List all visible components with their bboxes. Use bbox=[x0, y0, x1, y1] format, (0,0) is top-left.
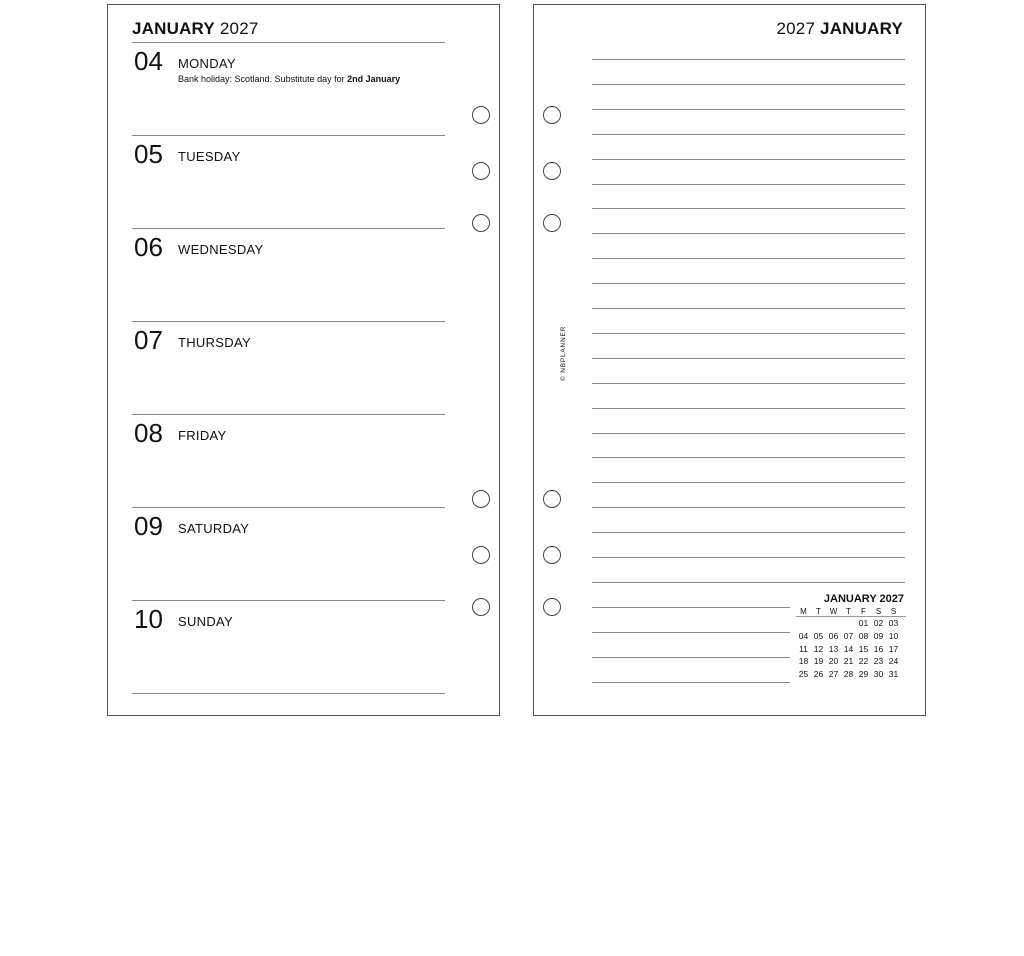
day-name: MONDAY bbox=[178, 56, 236, 71]
note-line[interactable] bbox=[592, 109, 905, 110]
weekday-label: T bbox=[816, 607, 821, 616]
day-block[interactable] bbox=[132, 602, 445, 694]
note-line[interactable] bbox=[592, 134, 905, 135]
calendar-date bbox=[826, 617, 841, 630]
note-line[interactable] bbox=[592, 457, 905, 458]
header-year: 2027 bbox=[219, 19, 259, 38]
calendar-date bbox=[841, 617, 856, 630]
day-number: 04 bbox=[134, 46, 163, 76]
day-note-text: Bank holiday: Scotland. Substitute day for bbox=[178, 74, 348, 84]
calendar-date: 22 bbox=[858, 656, 869, 667]
right-page-header bbox=[776, 19, 903, 39]
binder-hole bbox=[543, 490, 561, 508]
copyright-text: © NBPLANNER bbox=[560, 325, 567, 381]
weekday-label: S bbox=[875, 607, 882, 616]
note-line[interactable] bbox=[592, 283, 905, 284]
header-year: 2027 bbox=[776, 19, 816, 38]
binder-hole bbox=[543, 598, 561, 616]
calendar-date: 18 bbox=[798, 656, 809, 667]
mini-calendar-title: JANUARY 2027 bbox=[823, 593, 904, 605]
note-line[interactable] bbox=[592, 308, 905, 309]
mini-calendar-weekdays bbox=[796, 607, 906, 617]
note-line[interactable] bbox=[592, 333, 905, 334]
day-name: SUNDAY bbox=[178, 614, 234, 629]
day-divider bbox=[132, 321, 445, 322]
day-number: 07 bbox=[134, 325, 163, 355]
calendar-date: 05 bbox=[813, 630, 824, 641]
calendar-date: 17 bbox=[888, 643, 899, 654]
day-block[interactable] bbox=[132, 230, 445, 322]
calendar-date: 15 bbox=[858, 643, 869, 654]
calendar-date bbox=[811, 617, 826, 630]
day-block[interactable] bbox=[132, 44, 445, 136]
day-number: 08 bbox=[134, 418, 163, 448]
calendar-date: 07 bbox=[843, 630, 854, 641]
day-divider bbox=[132, 693, 445, 694]
calendar-date: 24 bbox=[888, 656, 899, 667]
calendar-date: 30 bbox=[873, 669, 884, 680]
day-note-highlight: 2nd January bbox=[347, 74, 401, 84]
header-rule bbox=[132, 42, 445, 43]
note-line[interactable] bbox=[592, 507, 905, 508]
binder-hole bbox=[472, 598, 490, 616]
calendar-date: 09 bbox=[873, 630, 884, 641]
calendar-date: 20 bbox=[828, 656, 839, 667]
day-block[interactable] bbox=[132, 323, 445, 415]
day-name: FRIDAY bbox=[178, 428, 227, 443]
day-number: 10 bbox=[134, 604, 163, 634]
calendar-date: 16 bbox=[873, 643, 884, 654]
day-divider bbox=[132, 507, 445, 508]
note-line[interactable] bbox=[592, 233, 905, 234]
calendar-date: 04 bbox=[798, 630, 809, 641]
note-line[interactable] bbox=[592, 582, 905, 583]
calendar-date: 11 bbox=[799, 643, 808, 654]
note-line[interactable] bbox=[592, 632, 790, 633]
header-month: JANUARY bbox=[132, 19, 215, 38]
weekday-label: S bbox=[890, 607, 897, 616]
binder-hole bbox=[472, 490, 490, 508]
calendar-date: 10 bbox=[888, 630, 899, 641]
binder-hole bbox=[543, 546, 561, 564]
note-line[interactable] bbox=[592, 482, 905, 483]
note-line[interactable] bbox=[592, 358, 905, 359]
day-block[interactable] bbox=[132, 416, 445, 508]
binder-hole bbox=[543, 106, 561, 124]
calendar-date: 08 bbox=[858, 630, 869, 641]
note-line[interactable] bbox=[592, 59, 905, 60]
calendar-date: 23 bbox=[873, 656, 884, 667]
note-line[interactable] bbox=[592, 208, 905, 209]
calendar-date: 01 bbox=[858, 618, 869, 628]
binder-hole bbox=[472, 106, 490, 124]
day-number: 09 bbox=[134, 511, 163, 541]
note-line[interactable] bbox=[592, 383, 905, 384]
note-line[interactable] bbox=[592, 159, 905, 160]
weekday-label: W bbox=[829, 607, 838, 616]
calendar-date: 13 bbox=[828, 643, 839, 654]
calendar-date: 03 bbox=[888, 618, 899, 628]
note-line[interactable] bbox=[592, 557, 905, 558]
day-divider bbox=[132, 135, 445, 136]
note-line[interactable] bbox=[592, 607, 790, 608]
calendar-date: 28 bbox=[843, 669, 854, 680]
left-diary-page bbox=[107, 4, 500, 716]
day-number: 06 bbox=[134, 232, 163, 262]
calendar-date: 12 bbox=[813, 643, 824, 654]
note-line[interactable] bbox=[592, 84, 905, 85]
note-line[interactable] bbox=[592, 657, 790, 658]
binder-hole bbox=[472, 162, 490, 180]
binder-hole bbox=[472, 546, 490, 564]
calendar-date: 02 bbox=[873, 618, 884, 628]
note-line[interactable] bbox=[592, 184, 905, 185]
calendar-date: 29 bbox=[858, 669, 869, 680]
calendar-date: 19 bbox=[813, 656, 824, 667]
calendar-date: 06 bbox=[828, 630, 839, 641]
calendar-date: 25 bbox=[798, 669, 809, 680]
header-month: JANUARY bbox=[820, 19, 903, 38]
day-divider bbox=[132, 228, 445, 229]
note-line[interactable] bbox=[592, 258, 905, 259]
day-name: THURSDAY bbox=[178, 335, 251, 350]
calendar-date: 27 bbox=[828, 669, 839, 680]
day-number: 05 bbox=[134, 139, 163, 169]
calendar-date: 14 bbox=[843, 643, 854, 654]
weekday-label: M bbox=[800, 607, 807, 616]
mini-calendar bbox=[796, 593, 906, 681]
day-divider bbox=[132, 600, 445, 601]
day-note bbox=[178, 74, 400, 84]
calendar-date: 26 bbox=[813, 669, 824, 680]
day-block[interactable] bbox=[132, 137, 445, 229]
calendar-date: 31 bbox=[888, 669, 899, 680]
left-page-header bbox=[132, 19, 259, 39]
binder-hole bbox=[543, 162, 561, 180]
binder-hole bbox=[543, 214, 561, 232]
day-name: WEDNESDAY bbox=[178, 242, 264, 257]
day-block[interactable] bbox=[132, 509, 445, 601]
day-name: SATURDAY bbox=[178, 521, 250, 536]
right-notes-page bbox=[533, 4, 926, 716]
note-line[interactable] bbox=[592, 682, 790, 683]
day-name: TUESDAY bbox=[178, 149, 241, 164]
mini-calendar-grid bbox=[796, 617, 906, 681]
day-divider bbox=[132, 414, 445, 415]
note-line[interactable] bbox=[592, 408, 905, 409]
calendar-date bbox=[796, 617, 811, 630]
weekday-label: T bbox=[846, 607, 851, 616]
note-line[interactable] bbox=[592, 433, 905, 434]
weekday-label: F bbox=[861, 607, 866, 616]
binder-hole bbox=[472, 214, 490, 232]
calendar-date: 21 bbox=[843, 656, 854, 667]
note-line[interactable] bbox=[592, 532, 905, 533]
